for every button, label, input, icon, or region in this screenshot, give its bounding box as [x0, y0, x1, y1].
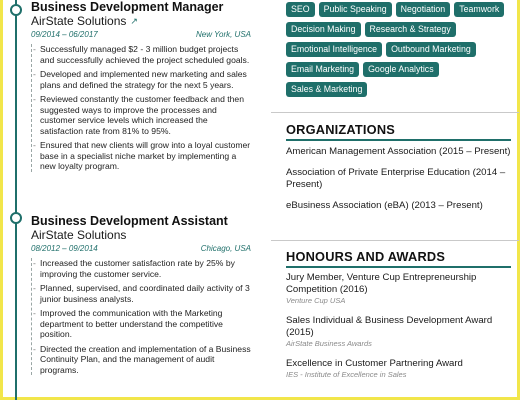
award-title: Sales Individual & Business Development Award (2015) — [286, 315, 493, 338]
skill-tag: Research & Strategy — [365, 22, 456, 37]
award-org: Venture Cup USA — [286, 296, 346, 305]
organization-item: eBusiness Association (eBA) (2013 – Present) — [286, 200, 483, 211]
section-divider — [271, 240, 519, 241]
award-item — [286, 272, 511, 306]
job-title: Business Development Manager — [31, 0, 224, 14]
award-org: AirState Business Awards — [286, 339, 372, 348]
job-bullet: - Ensured that new clients will grow into a loyal customer base in a specialist niche market by implementing a new loyalty program. — [40, 140, 251, 172]
company-label: AirState Solutions — [31, 14, 127, 28]
job-bullet: - Developed and implemented new marketing and sales plans and defined the strategy for the next 5 years. — [40, 69, 251, 90]
organization-item: American Management Association (2015 – Present) — [286, 146, 511, 157]
skill-tag: Emotional Intelligence — [286, 42, 382, 57]
skill-tag: Sales & Marketing — [286, 82, 367, 97]
organizations-heading: ORGANIZATIONS — [286, 122, 395, 137]
skill-tag: Decision Making — [286, 22, 361, 37]
skill-tag: Public Speaking — [319, 2, 392, 17]
job-meta — [31, 243, 251, 254]
timeline-dot — [10, 4, 22, 16]
external-link-icon[interactable]: ↗ — [130, 16, 138, 26]
award-org: IES - Institute of Excellence in Sales — [286, 370, 407, 379]
experience-entry — [31, 214, 251, 379]
company-name — [31, 228, 251, 242]
job-dates: 08/2012 – 09/2014 — [31, 244, 98, 253]
awards-heading: HONOURS AND AWARDS — [286, 249, 446, 264]
award-item — [286, 315, 511, 349]
job-bullets — [31, 44, 251, 172]
award-item — [286, 358, 511, 380]
skill-tag: Email Marketing — [286, 62, 359, 77]
experience-entry — [31, 0, 251, 176]
job-meta — [31, 29, 251, 40]
job-bullet: - Directed the creation and implementation of a Business Continuity Plan, and the management of audit programs. — [40, 344, 251, 376]
frame-left — [0, 0, 3, 400]
job-bullet: - Planned, supervised, and coordinated daily activity of 3 junior business analysts. — [40, 283, 251, 304]
job-location: Chicago, USA — [200, 244, 251, 253]
job-title: Business Development Assistant — [31, 214, 228, 228]
job-location: New York, USA — [196, 30, 251, 39]
organizations-rule — [286, 139, 511, 141]
skill-tag: Teamwork — [454, 2, 504, 17]
organization-item: Association of Private Enterprise Education (2014 – Present) — [286, 167, 506, 190]
organizations-list — [286, 146, 511, 221]
job-bullet: - Reviewed constantly the customer feedback and then suggested ways to improve the processes and customer service levels which increased the satisfaction rate from 81% to 95%. — [40, 94, 251, 136]
skill-tag: SEO — [286, 2, 315, 17]
section-divider — [271, 112, 519, 113]
company-label: AirState Solutions — [31, 228, 127, 242]
job-dates: 09/2014 – 06/2017 — [31, 30, 98, 39]
job-bullet: - Improved the communication with the Marketing department to better understand the competitive position. — [40, 308, 251, 340]
job-bullet: - Successfully managed $2 - 3 million budget projects and successfully achieved the project scheduled goals. — [40, 44, 251, 65]
award-title: Jury Member, Venture Cup Entrepreneurship Competition (2016) — [286, 272, 477, 295]
company-name[interactable] — [31, 14, 251, 28]
skills-tags — [286, 2, 511, 97]
job-bullets — [31, 258, 251, 375]
awards-list — [286, 272, 511, 389]
award-title: Excellence in Customer Partnering Award — [286, 358, 463, 369]
skill-tag: Outbound Marketing — [386, 42, 476, 57]
awards-rule — [286, 266, 511, 268]
skill-tag: Negotiation — [396, 2, 451, 17]
timeline-line — [15, 0, 17, 400]
skill-tag: Google Analytics — [363, 62, 439, 77]
timeline-dot — [10, 212, 22, 224]
job-bullet: - Increased the customer satisfaction rate by 25% by improving the customer service. — [40, 258, 251, 279]
